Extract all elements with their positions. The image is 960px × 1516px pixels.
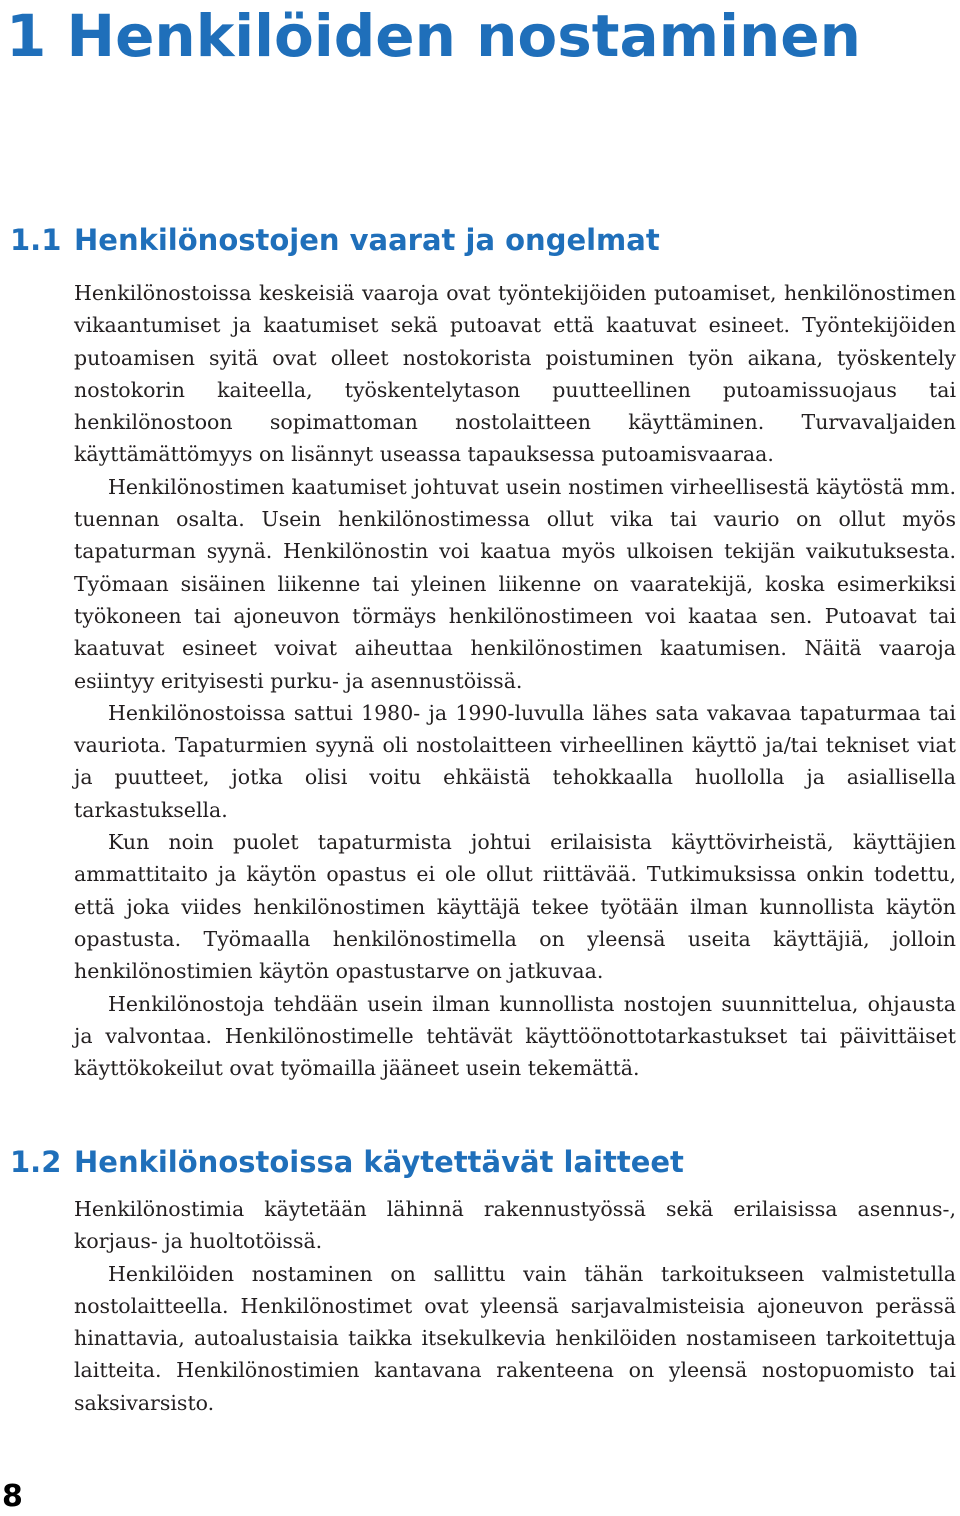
paragraph: Henkilöiden nostaminen on sallittu vain tähän tarkoitukseen valmistetulla nostolaitteella. Henkilönostimet ovat yleensä sarjavalmisteisia ajoneuvon perässä hinattavia, autoalustaisia taikka itsekulkevia henkilöiden nostamiseen tarkoitettuja laitteita. Henkilönostimien kantavana rakenteena on yleensä nostopuomisto tai saksivarsisto. bbox=[74, 1261, 956, 1415]
section-number: 1.2 bbox=[10, 1145, 62, 1179]
paragraph: Henkilönostoissa keskeisiä vaaroja ovat työntekijöiden putoamiset, henkilönostimen vikaantumiset ja kaatumiset sekä putoavat että kaatuvat esineet. Työntekijöiden putoamisen syitä ovat olleet nostokorista poistuminen työn aikana, työskentely nostokorin kaiteella, työskentelytason puutteellinen putoamissuojaus tai henkilönostoon sopimattoman nostolaitteen käyttäminen. Turvavaljaiden käyttämättömyys on lisännyt useassa tapauksessa putoamisvaaraa. bbox=[74, 281, 956, 467]
section-title: Henkilönostoissa käytettävät laitteet bbox=[74, 1145, 684, 1179]
paragraph: Henkilönostimen kaatumiset johtuvat usein nostimen virheellisestä käytöstä mm. tuennan osalta. Usein henkilönostimessa ollut vika tai vaurio on ollut myös tapaturman syynä. Henkilönostin voi kaatua myös ulkoisen tekijän vaikutuksesta. Työmaan sisäinen liikenne tai yleinen liikenne on vaaratekijä, koska esimerkiksi työkoneen tai ajoneuvon törmäys henkilönostimeen voi kaataa sen. Putoavat tai kaatuvat esineet voivat aiheuttaa henkilönostimen kaatumisen. Näitä vaaroja esiintyy erityisesti purku- ja asennustöissä. bbox=[74, 474, 956, 693]
paragraph: Henkilönostoja tehdään usein ilman kunnollista nostojen suunnittelua, ohjausta ja valvontaa. Henkilönostimelle tehtävät käyttöönottotarkastukset tai päivittäiset käyttökokeilut ovat työmailla jääneet usein tekemättä. bbox=[74, 991, 956, 1081]
section-heading-1-1 bbox=[10, 220, 660, 260]
section-1-2-body bbox=[74, 1193, 956, 1419]
paragraph: Henkilönostoissa sattui 1980- ja 1990-luvulla lähes sata vakavaa tapaturmaa tai vauriota. Tapaturmien syynä oli nostolaitteen virheellinen käyttö ja/tai tekniset viat ja puutteet, jotka olisi voitu ehkäistä tehokkaalla huollolla ja asiallisella tarkastuksella. bbox=[74, 700, 956, 822]
paragraph: Kun noin puolet tapaturmista johtui erilaisista käyttövirheistä, käyttäjien ammattitaito ja käytön opastus ei ole ollut riittävää. Tutkimuksissa onkin todettu, että joka viides henkilönostimen käyttäjä tekee työtään ilman kunnollista käytön opastusta. Työmaalla henkilönostimella on yleensä useita käyttäjiä, jolloin henkilönostimien käytön opastustarve on jatkuvaa. bbox=[74, 830, 956, 984]
section-heading-1-2 bbox=[10, 1142, 684, 1182]
section-number: 1.1 bbox=[10, 223, 62, 257]
chapter-title: 1 Henkilöiden nostaminen bbox=[6, 2, 861, 70]
section-title: Henkilönostojen vaarat ja ongelmat bbox=[74, 223, 660, 257]
page-number: 8 bbox=[2, 1479, 23, 1514]
section-1-1-body bbox=[74, 277, 956, 1084]
paragraph: Henkilönostimia käytetään lähinnä rakennustyössä sekä erilaisissa asennus-, korjaus- ja huoltotöissä. bbox=[74, 1197, 956, 1254]
